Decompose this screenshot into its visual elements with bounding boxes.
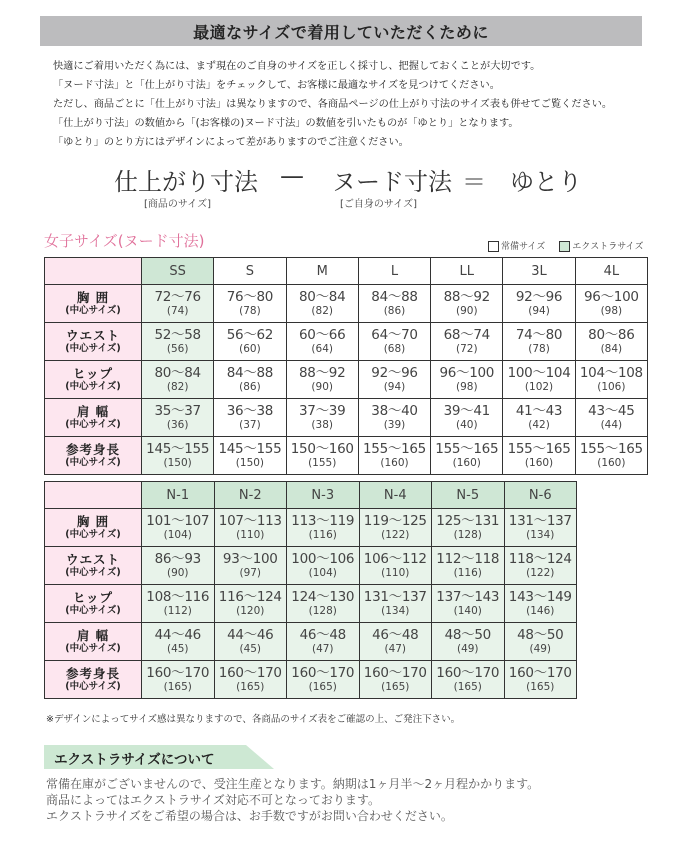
size-cell bbox=[504, 509, 577, 547]
size-range: 160～170 bbox=[363, 665, 427, 681]
formula-nude-size: ヌード寸法 bbox=[332, 168, 452, 196]
measurement-label bbox=[45, 661, 142, 699]
size-range: 108～116 bbox=[146, 589, 210, 605]
center-size: (56) bbox=[166, 343, 189, 355]
size-table-standard bbox=[44, 257, 648, 475]
center-size: (110) bbox=[236, 529, 265, 541]
size-cell bbox=[575, 437, 647, 475]
legend-standard-swatch bbox=[488, 241, 499, 252]
center-size: (90) bbox=[166, 567, 189, 579]
size-header: L bbox=[358, 258, 430, 285]
size-cell bbox=[358, 361, 430, 399]
size-range: 131～137 bbox=[508, 513, 572, 529]
size-cell bbox=[575, 323, 647, 361]
formula-finished-size-sub: [商品のサイズ] bbox=[144, 199, 212, 210]
center-size: (86) bbox=[239, 381, 261, 393]
size-cell bbox=[286, 323, 358, 361]
size-cell bbox=[142, 285, 214, 323]
size-cell bbox=[359, 509, 432, 547]
description-line: エクストラサイズをご希望の場合は、お手数ですがお問い合わせください。 bbox=[46, 809, 453, 823]
size-header: LL bbox=[431, 258, 503, 285]
size-cell bbox=[431, 323, 503, 361]
size-cell bbox=[142, 323, 214, 361]
center-size: (165) bbox=[308, 681, 337, 693]
size-range: 125～131 bbox=[436, 513, 500, 529]
center-size: (150) bbox=[163, 457, 192, 469]
center-size: (84) bbox=[600, 343, 623, 355]
size-cell bbox=[214, 585, 287, 623]
size-range: 80～86 bbox=[588, 327, 635, 343]
size-cell bbox=[503, 437, 575, 475]
center-size: (94) bbox=[383, 381, 406, 393]
size-range: 160～170 bbox=[508, 665, 572, 681]
size-cell bbox=[214, 661, 287, 699]
center-size: (122) bbox=[381, 529, 410, 541]
size-header-row bbox=[45, 258, 648, 285]
size-range: 44～46 bbox=[154, 627, 201, 643]
size-cell bbox=[431, 437, 503, 475]
size-cell bbox=[503, 361, 575, 399]
size-range: 118～124 bbox=[508, 551, 572, 567]
size-range: 160～170 bbox=[436, 665, 500, 681]
center-size: (47) bbox=[384, 643, 407, 655]
formula-ease: ゆとり bbox=[510, 168, 582, 196]
legend-standard bbox=[488, 239, 545, 252]
size-cell bbox=[359, 547, 432, 585]
measurement-row bbox=[45, 585, 577, 623]
measurement-label bbox=[45, 323, 142, 361]
size-range: 48～50 bbox=[444, 627, 491, 643]
size-cell bbox=[214, 361, 286, 399]
measurement-row bbox=[45, 509, 577, 547]
size-range: 145～155 bbox=[218, 441, 282, 457]
center-size: (104) bbox=[308, 567, 337, 579]
size-range: 113～119 bbox=[291, 513, 355, 529]
size-range: 160～170 bbox=[146, 665, 210, 681]
center-size: (49) bbox=[529, 643, 552, 655]
center-size: (128) bbox=[308, 605, 337, 617]
size-range: 76～80 bbox=[226, 289, 274, 305]
size-cell bbox=[142, 585, 215, 623]
formula-nude-size-sub: [ご自身のサイズ] bbox=[340, 199, 418, 210]
size-header: N-5 bbox=[432, 482, 505, 509]
center-size: (40) bbox=[455, 419, 478, 431]
size-range: 92～96 bbox=[371, 365, 418, 381]
center-size: (160) bbox=[452, 457, 481, 469]
size-cell bbox=[503, 399, 575, 437]
measurement-label bbox=[45, 547, 142, 585]
size-range: 46～48 bbox=[299, 627, 346, 643]
page-banner bbox=[40, 16, 642, 46]
size-cell bbox=[214, 623, 287, 661]
size-cell bbox=[286, 437, 358, 475]
center-size: (90) bbox=[455, 305, 478, 317]
size-range: 155～165 bbox=[363, 441, 426, 457]
intro-line: 「仕上がり寸法」の数値から「(お客様の)ヌード寸法」の数値を引いたものが「ゆとり」となります。 bbox=[53, 118, 519, 129]
size-range: 68～74 bbox=[443, 327, 490, 343]
center-size: (112) bbox=[163, 605, 192, 617]
center-size: (116) bbox=[308, 529, 337, 541]
center-size: (72) bbox=[455, 343, 478, 355]
size-legend bbox=[488, 239, 643, 252]
center-size: (160) bbox=[597, 457, 626, 469]
center-size: (42) bbox=[528, 419, 550, 431]
table-corner bbox=[45, 482, 142, 509]
measurement-sub: (中心サイズ) bbox=[65, 380, 121, 392]
size-header: M bbox=[286, 258, 358, 285]
measurement-name: 肩 幅 bbox=[76, 403, 110, 419]
size-cell bbox=[432, 547, 505, 585]
measurement-row bbox=[45, 437, 648, 475]
measurement-label bbox=[45, 623, 142, 661]
size-range: 100～106 bbox=[291, 551, 355, 567]
size-cell bbox=[575, 399, 647, 437]
size-range: 60～66 bbox=[299, 327, 346, 343]
size-header-row bbox=[45, 482, 577, 509]
size-header: SS bbox=[142, 258, 214, 285]
measurement-name: 肩 幅 bbox=[76, 627, 110, 643]
size-cell bbox=[214, 509, 287, 547]
center-size: (94) bbox=[528, 305, 550, 317]
size-range: 39～41 bbox=[443, 403, 490, 419]
size-range: 96～100 bbox=[584, 289, 639, 305]
center-size: (78) bbox=[528, 343, 550, 355]
size-range: 112～118 bbox=[436, 551, 500, 567]
center-size: (106) bbox=[597, 381, 626, 393]
size-cell bbox=[431, 399, 503, 437]
size-header: 4L bbox=[575, 258, 647, 285]
size-range: 35～37 bbox=[154, 403, 201, 419]
intro-line: 「ゆとり」のとり方にはデザインによって差がありますのでご注意ください。 bbox=[53, 137, 409, 148]
size-header: N-4 bbox=[359, 482, 432, 509]
description-line: 商品によってはエクストラサイズ対応不可となっております。 bbox=[46, 793, 380, 807]
size-cell bbox=[504, 547, 577, 585]
measurement-sub: (中心サイズ) bbox=[65, 342, 121, 354]
size-cell bbox=[142, 661, 215, 699]
size-range: 145～155 bbox=[146, 441, 210, 457]
center-size: (116) bbox=[453, 567, 482, 579]
measurement-label bbox=[45, 585, 142, 623]
extra-size-heading-text: エクストラサイズについて bbox=[54, 752, 215, 768]
size-header: N-2 bbox=[214, 482, 287, 509]
size-range: 143～149 bbox=[508, 589, 572, 605]
size-note: ※デザインによってサイズ感は異なりますので、各商品のサイズ表をご確認の上、ご発注下さい。 bbox=[46, 714, 461, 725]
center-size: (98) bbox=[600, 305, 623, 317]
size-cell bbox=[286, 399, 358, 437]
size-table-extra bbox=[44, 481, 577, 699]
center-size: (47) bbox=[311, 643, 334, 655]
center-size: (155) bbox=[308, 457, 337, 469]
center-size: (102) bbox=[524, 381, 554, 393]
size-range: 72～76 bbox=[154, 289, 201, 305]
measurement-sub: (中心サイズ) bbox=[65, 304, 121, 316]
measurement-sub: (中心サイズ) bbox=[65, 642, 121, 654]
size-cell bbox=[504, 585, 577, 623]
legend-extra bbox=[559, 239, 643, 252]
size-range: 74～80 bbox=[515, 327, 563, 343]
measurement-row bbox=[45, 623, 577, 661]
center-size: (165) bbox=[453, 681, 482, 693]
size-range: 155～165 bbox=[435, 441, 499, 457]
size-cell bbox=[358, 399, 430, 437]
womens-size-title: 女子サイズ(ヌード寸法) bbox=[44, 232, 205, 250]
size-header: 3L bbox=[503, 258, 575, 285]
size-cell bbox=[359, 585, 432, 623]
center-size: (78) bbox=[239, 305, 261, 317]
size-cell bbox=[575, 361, 647, 399]
measurement-name: 胸 囲 bbox=[76, 513, 110, 529]
measurement-row bbox=[45, 399, 648, 437]
center-size: (165) bbox=[381, 681, 410, 693]
center-size: (134) bbox=[381, 605, 410, 617]
size-range: 155～165 bbox=[579, 441, 643, 457]
center-size: (86) bbox=[383, 305, 406, 317]
size-range: 80～84 bbox=[154, 365, 201, 381]
size-cell bbox=[142, 361, 214, 399]
center-size: (165) bbox=[236, 681, 265, 693]
size-cell bbox=[358, 437, 430, 475]
size-range: 84～88 bbox=[371, 289, 418, 305]
center-size: (160) bbox=[524, 457, 554, 469]
center-size: (104) bbox=[163, 529, 192, 541]
intro-line: 快適にご着用いただく為には、まず現在のご自身のサイズを正しく採寸し、把握しておくことが大切です。 bbox=[53, 61, 541, 72]
size-cell bbox=[287, 585, 360, 623]
measurement-sub: (中心サイズ) bbox=[65, 418, 121, 430]
size-cell bbox=[286, 361, 358, 399]
measurement-row bbox=[45, 361, 648, 399]
center-size: (68) bbox=[383, 343, 406, 355]
size-cell bbox=[504, 661, 577, 699]
center-size: (44) bbox=[600, 419, 623, 431]
size-range: 119～125 bbox=[363, 513, 427, 529]
size-header: S bbox=[214, 258, 286, 285]
size-range: 36～38 bbox=[226, 403, 274, 419]
size-range: 84～88 bbox=[226, 365, 274, 381]
size-range: 101～107 bbox=[146, 513, 210, 529]
size-cell bbox=[503, 323, 575, 361]
legend-extra-swatch bbox=[559, 241, 570, 252]
center-size: (122) bbox=[526, 567, 555, 579]
size-range: 56～62 bbox=[226, 327, 274, 343]
measurement-sub: (中心サイズ) bbox=[65, 566, 121, 578]
center-size: (36) bbox=[166, 419, 189, 431]
center-size: (37) bbox=[239, 419, 261, 431]
measurement-label bbox=[45, 361, 142, 399]
size-range: 80～84 bbox=[299, 289, 346, 305]
size-range: 64～70 bbox=[371, 327, 418, 343]
size-cell bbox=[431, 361, 503, 399]
center-size: (165) bbox=[163, 681, 192, 693]
size-cell bbox=[142, 623, 215, 661]
center-size: (97) bbox=[239, 567, 262, 579]
center-size: (74) bbox=[166, 305, 189, 317]
banner-title: 最適なサイズで着用していただくために bbox=[193, 22, 489, 42]
size-range: 88～92 bbox=[443, 289, 490, 305]
size-range: 88～92 bbox=[299, 365, 346, 381]
size-cell bbox=[431, 285, 503, 323]
center-size: (45) bbox=[166, 643, 189, 655]
size-cell bbox=[214, 547, 287, 585]
center-size: (98) bbox=[455, 381, 478, 393]
extra-size-description bbox=[46, 776, 539, 824]
size-range: 38～40 bbox=[371, 403, 418, 419]
size-range: 52～58 bbox=[154, 327, 201, 343]
center-size: (39) bbox=[383, 419, 406, 431]
center-size: (38) bbox=[311, 419, 333, 431]
formula-minus: — bbox=[280, 162, 304, 190]
size-cell bbox=[504, 623, 577, 661]
measurement-sub: (中心サイズ) bbox=[65, 604, 121, 616]
size-cell bbox=[287, 661, 360, 699]
size-range: 106～112 bbox=[363, 551, 427, 567]
measurement-row bbox=[45, 547, 577, 585]
size-cell bbox=[287, 547, 360, 585]
size-cell bbox=[575, 285, 647, 323]
center-size: (60) bbox=[239, 343, 261, 355]
size-cell bbox=[214, 437, 286, 475]
center-size: (64) bbox=[311, 343, 333, 355]
measurement-name: 参考身長 bbox=[65, 441, 120, 457]
size-cell bbox=[432, 623, 505, 661]
measurement-name: 参考身長 bbox=[65, 665, 120, 681]
center-size: (150) bbox=[235, 457, 265, 469]
size-range: 37～39 bbox=[299, 403, 346, 419]
size-range: 160～170 bbox=[291, 665, 355, 681]
measurement-name: ウエスト bbox=[65, 551, 120, 567]
measurement-sub: (中心サイズ) bbox=[65, 456, 121, 468]
center-size: (90) bbox=[311, 381, 333, 393]
center-size: (146) bbox=[526, 605, 555, 617]
size-cell bbox=[142, 437, 214, 475]
measurement-sub: (中心サイズ) bbox=[65, 680, 121, 692]
size-range: 86～93 bbox=[154, 551, 201, 567]
measurement-label bbox=[45, 285, 142, 323]
formula-finished-size: 仕上がり寸法 bbox=[114, 168, 258, 196]
size-cell bbox=[142, 399, 214, 437]
size-range: 43～45 bbox=[588, 403, 635, 419]
ease-formula bbox=[100, 162, 620, 212]
legend-extra-label: エクストラサイズ bbox=[572, 242, 644, 252]
size-cell bbox=[359, 661, 432, 699]
size-cell bbox=[358, 323, 430, 361]
size-range: 41～43 bbox=[515, 403, 563, 419]
size-cell bbox=[503, 285, 575, 323]
size-cell bbox=[286, 285, 358, 323]
measurement-name: ウエスト bbox=[65, 327, 120, 343]
size-range: 44～46 bbox=[227, 627, 274, 643]
center-size: (82) bbox=[311, 305, 333, 317]
measurement-name: ヒップ bbox=[72, 365, 114, 381]
center-size: (45) bbox=[239, 643, 262, 655]
center-size: (160) bbox=[380, 457, 409, 469]
center-size: (134) bbox=[526, 529, 555, 541]
center-size: (110) bbox=[381, 567, 410, 579]
formula-equals: ＝ bbox=[462, 168, 486, 196]
size-cell bbox=[214, 399, 286, 437]
center-size: (49) bbox=[456, 643, 479, 655]
measurement-label bbox=[45, 437, 142, 475]
measurement-name: ヒップ bbox=[72, 589, 114, 605]
table-corner bbox=[45, 258, 142, 285]
size-range: 100～104 bbox=[507, 365, 571, 381]
size-range: 116～124 bbox=[218, 589, 282, 605]
measurement-name: 胸 囲 bbox=[76, 289, 110, 305]
size-range: 93～100 bbox=[222, 551, 278, 567]
measurement-row bbox=[45, 661, 577, 699]
intro-line: 「ヌード寸法」と「仕上がり寸法」をチェックして、お客様に最適なサイズを見つけてください。 bbox=[53, 80, 500, 91]
size-cell bbox=[432, 585, 505, 623]
measurement-row bbox=[45, 285, 648, 323]
description-line: 常備在庫がございませんので、受注生産となります。納期は1ヶ月半～2ヶ月程かかります。 bbox=[46, 777, 540, 791]
size-cell bbox=[287, 509, 360, 547]
size-header: N-3 bbox=[287, 482, 360, 509]
size-cell bbox=[142, 547, 215, 585]
size-cell bbox=[358, 285, 430, 323]
size-range: 46～48 bbox=[372, 627, 419, 643]
size-range: 96～100 bbox=[439, 365, 495, 381]
size-range: 131～137 bbox=[363, 589, 427, 605]
size-cell bbox=[214, 285, 286, 323]
size-range: 107～113 bbox=[218, 513, 282, 529]
size-cell bbox=[287, 623, 360, 661]
legend-standard-label: 常備サイズ bbox=[501, 242, 546, 252]
size-range: 92～96 bbox=[515, 289, 563, 305]
intro-line: ただし、商品ごとに「仕上がり寸法」は異なりますので、各商品ページの仕上がり寸法のサイズ表も併せてご覧ください。 bbox=[53, 99, 613, 110]
measurement-label bbox=[45, 509, 142, 547]
measurement-row bbox=[45, 323, 648, 361]
center-size: (128) bbox=[453, 529, 482, 541]
center-size: (82) bbox=[166, 381, 189, 393]
size-range: 104～108 bbox=[579, 365, 643, 381]
size-range: 155～165 bbox=[507, 441, 571, 457]
center-size: (140) bbox=[453, 605, 482, 617]
size-cell bbox=[142, 509, 215, 547]
size-range: 48～50 bbox=[517, 627, 564, 643]
extra-size-heading bbox=[44, 745, 274, 769]
size-range: 124～130 bbox=[291, 589, 355, 605]
size-cell bbox=[214, 323, 286, 361]
size-range: 150～160 bbox=[290, 441, 354, 457]
measurement-label bbox=[45, 399, 142, 437]
size-cell bbox=[359, 623, 432, 661]
size-cell bbox=[432, 509, 505, 547]
size-header: N-6 bbox=[504, 482, 577, 509]
size-cell bbox=[432, 661, 505, 699]
size-range: 137～143 bbox=[436, 589, 500, 605]
size-header: N-1 bbox=[142, 482, 215, 509]
size-range: 160～170 bbox=[218, 665, 282, 681]
measurement-sub: (中心サイズ) bbox=[65, 528, 121, 540]
center-size: (120) bbox=[236, 605, 265, 617]
intro-text bbox=[53, 57, 683, 152]
center-size: (165) bbox=[526, 681, 555, 693]
